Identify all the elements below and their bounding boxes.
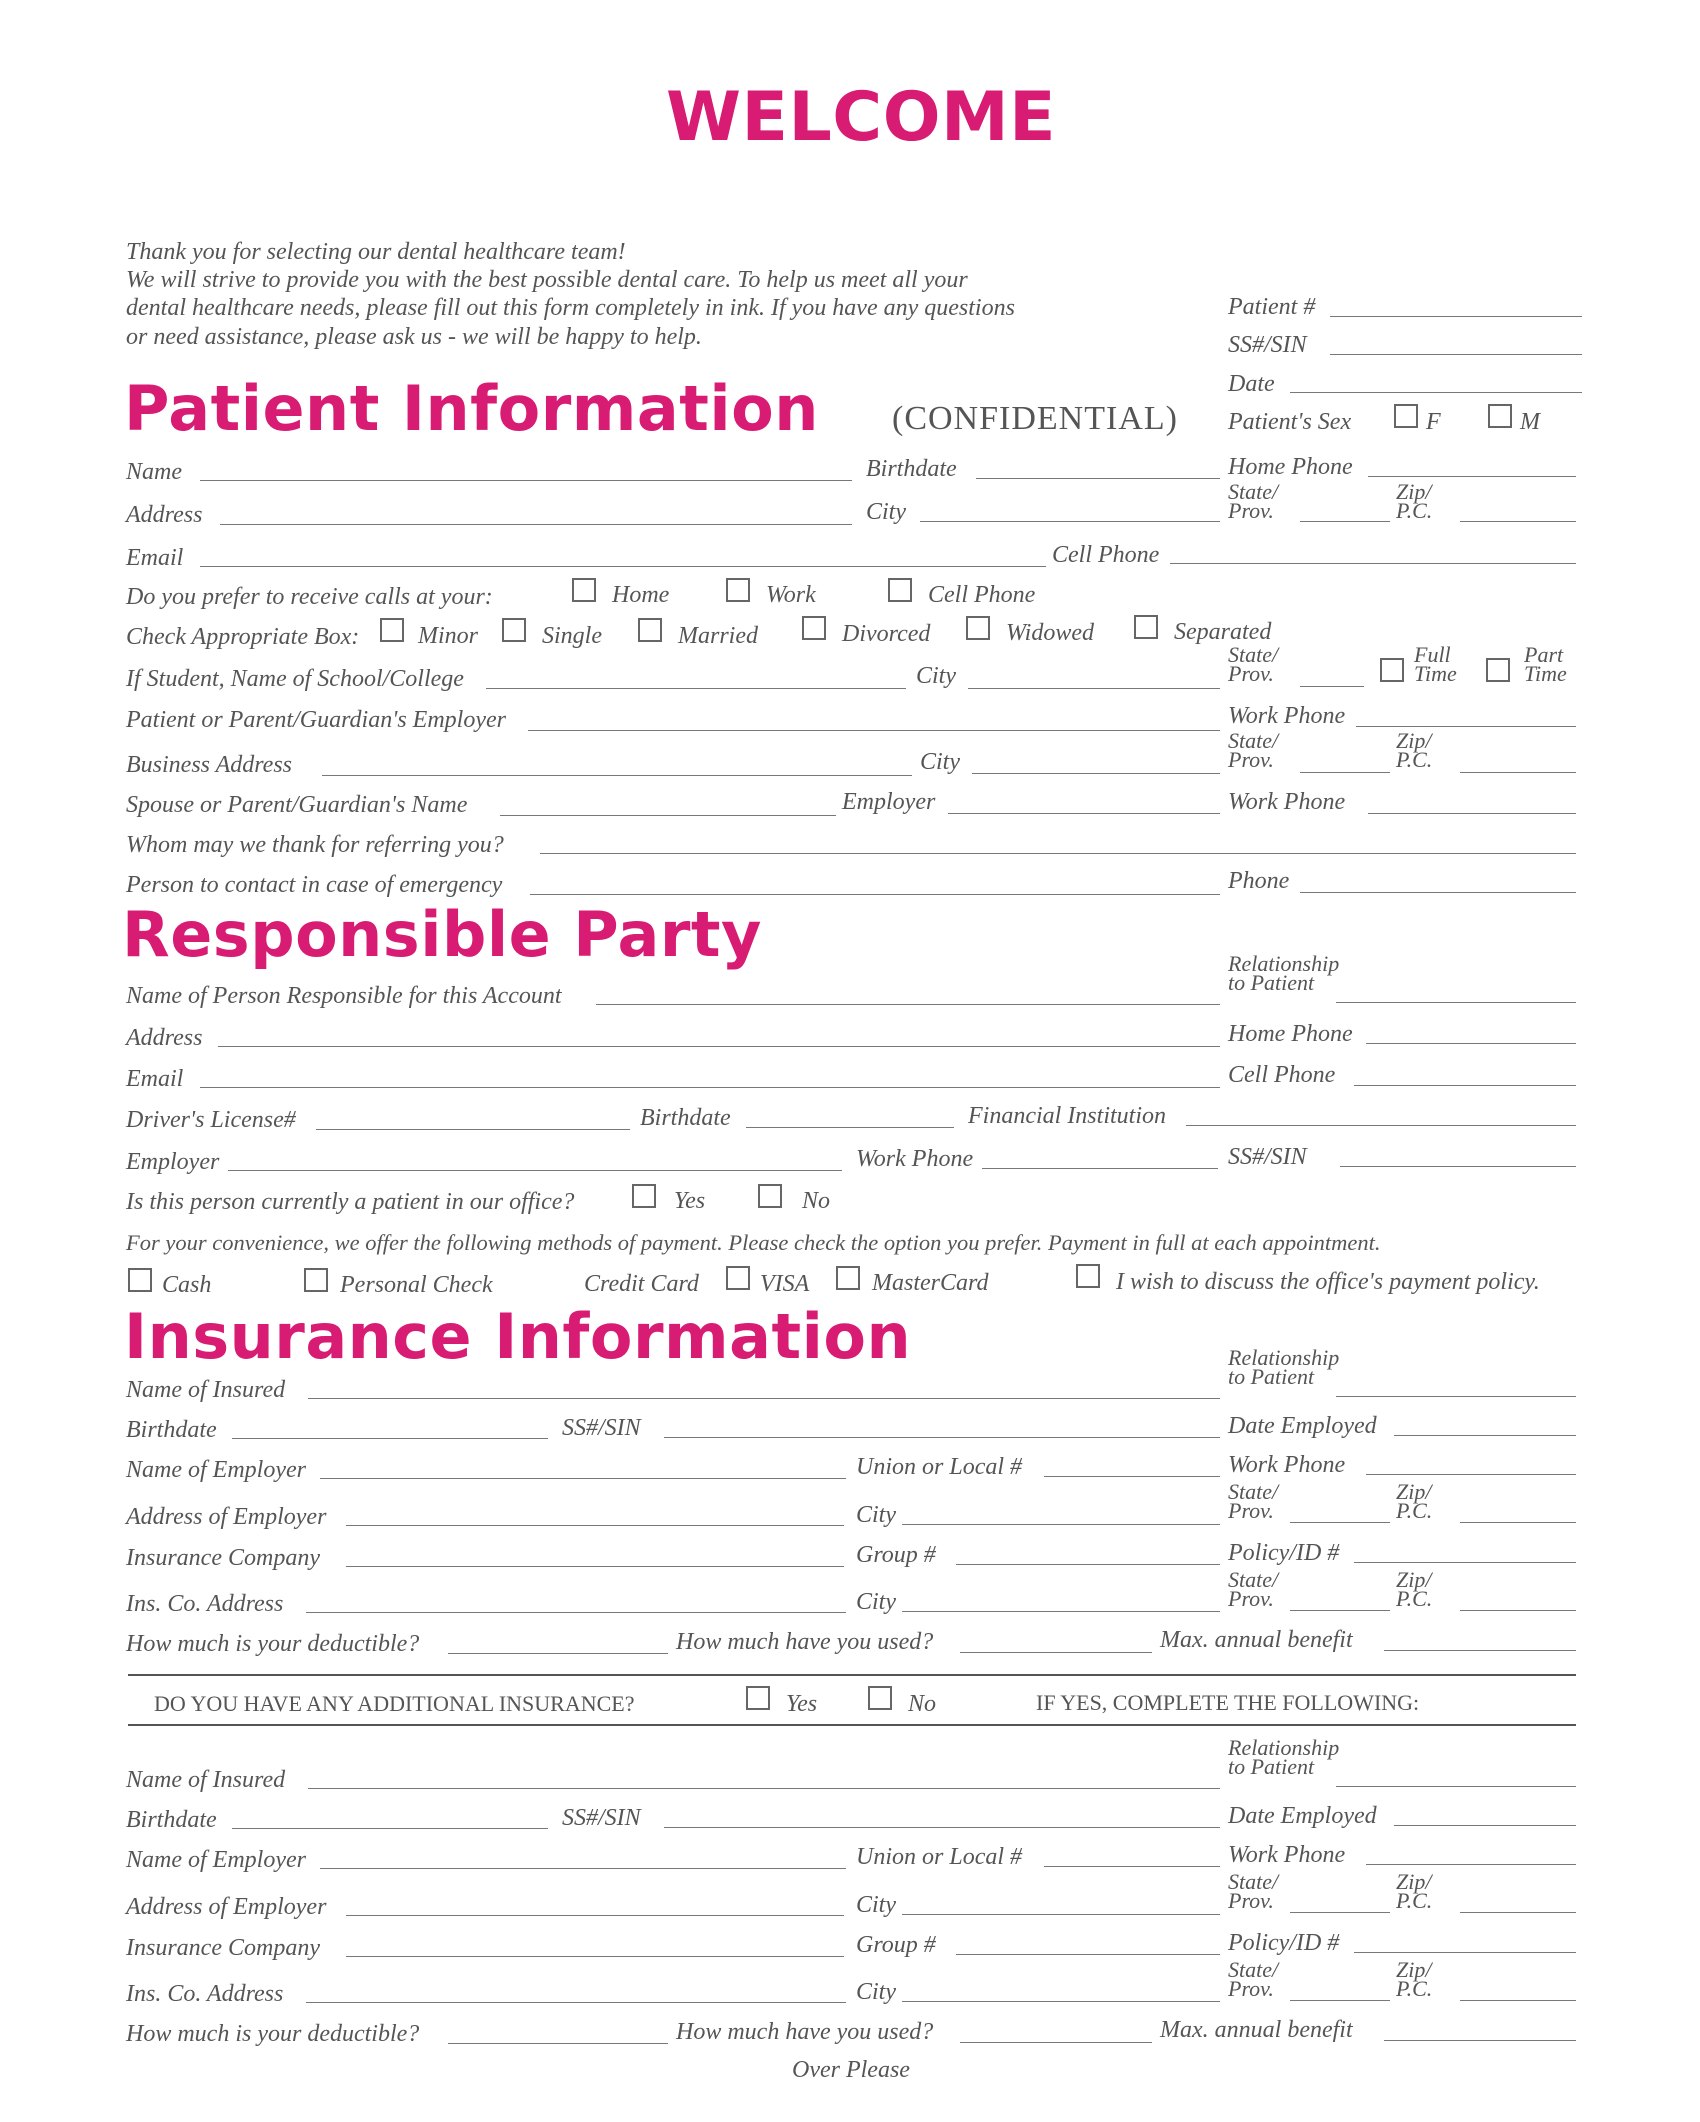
single-checkbox[interactable] [502, 618, 526, 642]
ins1-name-insured-label: Name of Insured [126, 1377, 286, 1403]
ins1-co-address-label: Ins. Co. Address [126, 1591, 284, 1617]
responsible-email-label: Email [126, 1066, 184, 1092]
call-work-label: Work [766, 582, 816, 608]
ins1-co-zip-label: Zip/ P.C. [1396, 1567, 1433, 1611]
student-city-label: City [916, 663, 956, 689]
patient-home-phone-label: Home Phone [1228, 454, 1353, 480]
separated-label: Separated [1174, 619, 1272, 645]
responsible-work-phone-field[interactable] [982, 1168, 1218, 1169]
ins1-employer-label: Name of Employer [126, 1457, 306, 1483]
visa-label: VISA [760, 1271, 810, 1297]
current-patient-label: Is this person currently a patient in our office? [126, 1189, 575, 1215]
ins2-address-employer-label: Address of Employer [126, 1894, 327, 1920]
ins1-city-label: City [856, 1502, 896, 1528]
discuss-payment-checkbox[interactable] [1076, 1264, 1100, 1288]
responsible-cell-phone-field[interactable] [1354, 1085, 1576, 1086]
ins1-work-phone-field[interactable] [1366, 1474, 1576, 1475]
additional-no-label: No [908, 1691, 937, 1717]
patient-birthdate-field[interactable] [976, 478, 1220, 479]
ins1-ssn-label: SS#/SIN [562, 1415, 641, 1441]
patient-zip-field[interactable] [1460, 521, 1576, 522]
confidential-label: (CONFIDENTIAL) [892, 400, 1178, 437]
ins2-ssn-label: SS#/SIN [562, 1805, 641, 1831]
ins2-work-phone-label: Work Phone [1228, 1842, 1346, 1868]
business-city-field[interactable] [972, 773, 1220, 774]
ins1-employer-field[interactable] [320, 1478, 846, 1479]
divorced-checkbox[interactable] [802, 616, 826, 640]
ins2-birthdate-field[interactable] [232, 1828, 548, 1829]
patient-number-label: Patient # [1228, 294, 1316, 320]
patient-name-field[interactable] [200, 480, 852, 481]
over-please-label: Over Please [792, 2057, 910, 2083]
ins2-state-label: State/ Prov. [1228, 1869, 1279, 1913]
ins2-zip-label: Zip/ P.C. [1396, 1869, 1433, 1913]
current-patient-no-label: No [802, 1188, 831, 1214]
additional-insurance-label: DO YOU HAVE ANY ADDITIONAL INSURANCE? [154, 1691, 635, 1716]
business-address-field[interactable] [322, 775, 912, 776]
additional-top-rule [128, 1674, 1576, 1676]
patient-state-field[interactable] [1300, 521, 1390, 522]
ins1-used-field[interactable] [960, 1652, 1152, 1653]
additional-yes-label: Yes [786, 1691, 818, 1717]
cash-label: Cash [162, 1272, 212, 1298]
spouse-work-phone-field[interactable] [1368, 813, 1576, 814]
personal-check-checkbox[interactable] [304, 1268, 328, 1292]
patient-work-phone-label: Work Phone [1228, 703, 1346, 729]
ins1-union-label: Union or Local # [856, 1454, 1023, 1480]
responsible-work-phone-label: Work Phone [856, 1146, 974, 1172]
student-school-field[interactable] [486, 688, 906, 689]
spouse-employer-label: Employer [842, 789, 936, 815]
financial-institution-label: Financial Institution [968, 1103, 1166, 1129]
responsible-employer-label: Employer [126, 1149, 220, 1175]
ins2-zip-field[interactable] [1460, 1912, 1576, 1913]
patient-name-label: Name [126, 459, 182, 485]
ins2-max-label: Max. annual benefit [1160, 2017, 1353, 2043]
mastercard-label: MasterCard [872, 1270, 989, 1296]
ins2-co-address-label: Ins. Co. Address [126, 1981, 284, 2007]
ins2-union-field[interactable] [1044, 1866, 1220, 1867]
ins2-relationship-label: Relationship to Patient [1228, 1735, 1340, 1779]
responsible-birthdate-field[interactable] [746, 1127, 954, 1128]
ins1-policy-field[interactable] [1354, 1562, 1576, 1563]
minor-label: Minor [418, 623, 478, 649]
if-yes-label: IF YES, COMPLETE THE FOLLOWING: [1036, 1690, 1420, 1715]
business-zip-field[interactable] [1460, 772, 1576, 773]
ins1-deductible-label: How much is your deductible? [126, 1631, 420, 1657]
financial-institution-field[interactable] [1186, 1125, 1576, 1126]
responsible-address-label: Address [126, 1025, 203, 1051]
ins2-name-insured-field[interactable] [308, 1788, 1220, 1789]
responsible-address-field[interactable] [218, 1046, 1220, 1047]
ins1-zip-field[interactable] [1460, 1522, 1576, 1523]
call-cell-checkbox[interactable] [888, 578, 912, 602]
responsible-name-field[interactable] [596, 1004, 1220, 1005]
student-city-field[interactable] [968, 688, 1220, 689]
mastercard-checkbox[interactable] [836, 1266, 860, 1290]
patient-city-label: City [866, 499, 906, 525]
ins2-co-state-field[interactable] [1290, 2000, 1390, 2001]
full-time-label: Full Time [1414, 642, 1457, 686]
ins2-birthdate-label: Birthdate [126, 1807, 217, 1833]
ins2-employer-label: Name of Employer [126, 1847, 306, 1873]
ins1-company-field[interactable] [346, 1566, 844, 1567]
patient-sex-label: Patient's Sex [1228, 409, 1352, 435]
ins1-relationship-field[interactable] [1336, 1396, 1576, 1397]
ins1-co-city-label: City [856, 1589, 896, 1615]
ins1-co-address-field[interactable] [306, 1612, 846, 1613]
ins1-max-field[interactable] [1384, 1650, 1576, 1651]
patient-email-label: Email [126, 545, 184, 571]
additional-no-checkbox[interactable] [868, 1686, 892, 1710]
call-cell-label: Cell Phone [928, 582, 1036, 608]
ins2-state-field[interactable] [1290, 1912, 1390, 1913]
visa-checkbox[interactable] [726, 1266, 750, 1290]
ins1-co-state-field[interactable] [1290, 1610, 1390, 1611]
ins1-state-field[interactable] [1290, 1522, 1390, 1523]
ins1-name-insured-field[interactable] [308, 1398, 1220, 1399]
ins1-co-city-field[interactable] [902, 1611, 1220, 1612]
student-state-label: State/ Prov. [1228, 642, 1279, 686]
discuss-payment-label: I wish to discuss the office's payment policy. [1116, 1269, 1540, 1295]
spouse-work-phone-label: Work Phone [1228, 789, 1346, 815]
check-box-label: Check Appropriate Box: [126, 624, 360, 650]
ins1-co-state-label: State/ Prov. [1228, 1567, 1279, 1611]
ins1-relationship-label: Relationship to Patient [1228, 1345, 1340, 1389]
emergency-contact-label: Person to contact in case of emergency [126, 872, 503, 898]
responsible-birthdate-label: Birthdate [640, 1105, 731, 1131]
date-field[interactable] [1290, 392, 1582, 393]
spouse-employer-field[interactable] [948, 813, 1220, 814]
married-label: Married [678, 623, 758, 649]
business-city-label: City [920, 749, 960, 775]
intro-line: dental healthcare needs, please fill out this form completely in ink. If you have any questions [126, 295, 1015, 321]
call-home-checkbox[interactable] [572, 578, 596, 602]
responsible-ssn-field[interactable] [1340, 1166, 1576, 1167]
patient-number-field[interactable] [1330, 316, 1582, 317]
patient-employer-label: Patient or Parent/Guardian's Employer [126, 707, 506, 733]
patient-birthdate-label: Birthdate [866, 456, 957, 482]
current-patient-no-checkbox[interactable] [758, 1184, 782, 1208]
ins2-co-city-label: City [856, 1979, 896, 2005]
ins1-work-phone-label: Work Phone [1228, 1452, 1346, 1478]
ins2-company-label: Insurance Company [126, 1935, 320, 1961]
office-ssn-label: SS#/SIN [1228, 332, 1307, 358]
responsible-cell-phone-label: Cell Phone [1228, 1062, 1336, 1088]
ins2-group-field[interactable] [956, 1954, 1220, 1955]
office-ssn-field[interactable] [1330, 354, 1582, 355]
ins1-policy-label: Policy/ID # [1228, 1540, 1340, 1566]
ins2-ssn-field[interactable] [664, 1827, 1220, 1828]
page-title: WELCOME [666, 78, 1057, 157]
sex-male-checkbox[interactable] [1488, 404, 1512, 428]
ins2-company-field[interactable] [346, 1956, 844, 1957]
patient-address-field[interactable] [220, 524, 852, 525]
ins1-address-employer-field[interactable] [346, 1525, 844, 1526]
payment-note: For your convenience, we offer the following methods of payment. Please check the option you prefer. Payment in full at each appointment. [126, 1230, 1381, 1255]
cash-checkbox[interactable] [128, 1268, 152, 1292]
responsible-email-field[interactable] [200, 1087, 1220, 1088]
ins1-group-field[interactable] [956, 1564, 1220, 1565]
intro-line: We will strive to provide you with the best possible dental care. To help us meet all your [126, 267, 968, 293]
ins1-max-label: Max. annual benefit [1160, 1627, 1353, 1653]
patient-state-label: State/ Prov. [1228, 479, 1279, 523]
patient-city-field[interactable] [920, 521, 1220, 522]
patient-information-heading: Patient Information [124, 372, 819, 445]
patient-zip-label: Zip/ P.C. [1396, 479, 1433, 523]
ins2-policy-field[interactable] [1354, 1952, 1576, 1953]
sex-female-label: F [1426, 409, 1441, 435]
married-checkbox[interactable] [638, 618, 662, 642]
part-time-label: Part Time [1524, 642, 1567, 686]
business-address-label: Business Address [126, 752, 293, 778]
insurance-information-heading: Insurance Information [124, 1300, 912, 1373]
minor-checkbox[interactable] [380, 618, 404, 642]
business-state-label: State/ Prov. [1228, 728, 1279, 772]
date-label: Date [1228, 371, 1275, 397]
ins2-co-city-field[interactable] [902, 2001, 1220, 2002]
ins1-union-field[interactable] [1044, 1476, 1220, 1477]
patient-work-phone-field[interactable] [1356, 726, 1576, 727]
ins1-address-employer-label: Address of Employer [126, 1504, 327, 1530]
ins2-deductible-field[interactable] [448, 2043, 668, 2044]
responsible-ssn-label: SS#/SIN [1228, 1144, 1307, 1170]
ins2-date-employed-label: Date Employed [1228, 1803, 1377, 1829]
ins1-birthdate-field[interactable] [232, 1438, 548, 1439]
patient-employer-field[interactable] [528, 730, 1220, 731]
additional-yes-checkbox[interactable] [746, 1686, 770, 1710]
responsible-relationship-field[interactable] [1336, 1002, 1576, 1003]
ins2-max-field[interactable] [1384, 2040, 1576, 2041]
referral-label: Whom may we thank for referring you? [126, 832, 504, 858]
current-patient-yes-label: Yes [674, 1188, 706, 1214]
separated-checkbox[interactable] [1134, 615, 1158, 639]
ins2-co-zip-label: Zip/ P.C. [1396, 1957, 1433, 2001]
divorced-label: Divorced [842, 621, 931, 647]
ins2-union-label: Union or Local # [856, 1844, 1023, 1870]
ins1-zip-label: Zip/ P.C. [1396, 1479, 1433, 1523]
ins1-birthdate-label: Birthdate [126, 1417, 217, 1443]
single-label: Single [542, 623, 602, 649]
ins2-used-field[interactable] [960, 2042, 1152, 2043]
call-home-label: Home [612, 582, 670, 608]
responsible-home-phone-field[interactable] [1366, 1043, 1576, 1044]
patient-address-label: Address [126, 502, 203, 528]
ins2-co-address-field[interactable] [306, 2002, 846, 2003]
responsible-name-label: Name of Person Responsible for this Account [126, 983, 562, 1009]
widowed-checkbox[interactable] [966, 616, 990, 640]
patient-cell-phone-field[interactable] [1170, 563, 1576, 564]
additional-bottom-rule [128, 1724, 1576, 1726]
ins2-co-zip-field[interactable] [1460, 2000, 1576, 2001]
credit-card-label: Credit Card [584, 1271, 699, 1297]
ins1-ssn-field[interactable] [664, 1437, 1220, 1438]
sex-male-label: M [1520, 409, 1540, 435]
full-time-checkbox[interactable] [1380, 658, 1404, 682]
widowed-label: Widowed [1006, 620, 1094, 646]
ins1-city-field[interactable] [902, 1524, 1220, 1525]
ins1-date-employed-field[interactable] [1394, 1435, 1576, 1436]
business-zip-label: Zip/ P.C. [1396, 728, 1433, 772]
ins2-co-state-label: State/ Prov. [1228, 1957, 1279, 2001]
ins2-date-employed-field[interactable] [1394, 1825, 1576, 1826]
student-school-label: If Student, Name of School/College [126, 666, 464, 692]
intro-line: Thank you for selecting our dental healthcare team! [126, 239, 626, 265]
ins1-state-label: State/ Prov. [1228, 1479, 1279, 1523]
student-state-field[interactable] [1300, 686, 1364, 687]
emergency-phone-field[interactable] [1300, 892, 1576, 893]
ins2-relationship-field[interactable] [1336, 1786, 1576, 1787]
patient-email-field[interactable] [200, 566, 1046, 567]
ins2-city-label: City [856, 1892, 896, 1918]
personal-check-label: Personal Check [340, 1272, 493, 1298]
emergency-phone-label: Phone [1228, 868, 1290, 894]
responsible-home-phone-label: Home Phone [1228, 1021, 1353, 1047]
part-time-checkbox[interactable] [1486, 658, 1510, 682]
patient-home-phone-field[interactable] [1368, 476, 1576, 477]
ins1-group-label: Group # [856, 1542, 936, 1568]
drivers-license-field[interactable] [316, 1129, 630, 1130]
call-work-checkbox[interactable] [726, 578, 750, 602]
ins1-date-employed-label: Date Employed [1228, 1413, 1377, 1439]
responsible-party-heading: Responsible Party [122, 898, 762, 971]
ins1-used-label: How much have you used? [676, 1629, 934, 1655]
ins2-city-field[interactable] [902, 1914, 1220, 1915]
ins2-employer-field[interactable] [320, 1868, 846, 1869]
current-patient-yes-checkbox[interactable] [632, 1184, 656, 1208]
business-state-field[interactable] [1300, 772, 1390, 773]
ins2-group-label: Group # [856, 1932, 936, 1958]
spouse-name-field[interactable] [500, 815, 836, 816]
intro-line: or need assistance, please ask us - we will be happy to help. [126, 324, 702, 350]
responsible-employer-field[interactable] [228, 1170, 842, 1171]
sex-female-checkbox[interactable] [1394, 404, 1418, 428]
responsible-relationship-label: Relationship to Patient [1228, 951, 1340, 995]
spouse-name-label: Spouse or Parent/Guardian's Name [126, 792, 468, 818]
ins1-deductible-field[interactable] [448, 1653, 668, 1654]
ins2-deductible-label: How much is your deductible? [126, 2021, 420, 2047]
ins1-company-label: Insurance Company [126, 1545, 320, 1571]
drivers-license-label: Driver's License# [126, 1107, 296, 1133]
ins2-name-insured-label: Name of Insured [126, 1767, 286, 1793]
referral-field[interactable] [540, 853, 1576, 854]
ins2-work-phone-field[interactable] [1366, 1864, 1576, 1865]
patient-cell-phone-label: Cell Phone [1052, 542, 1160, 568]
emergency-contact-field[interactable] [530, 894, 1220, 895]
prefer-calls-label: Do you prefer to receive calls at your: [126, 584, 493, 610]
ins2-policy-label: Policy/ID # [1228, 1930, 1340, 1956]
ins1-co-zip-field[interactable] [1460, 1610, 1576, 1611]
ins2-used-label: How much have you used? [676, 2019, 934, 2045]
ins2-address-employer-field[interactable] [346, 1915, 844, 1916]
